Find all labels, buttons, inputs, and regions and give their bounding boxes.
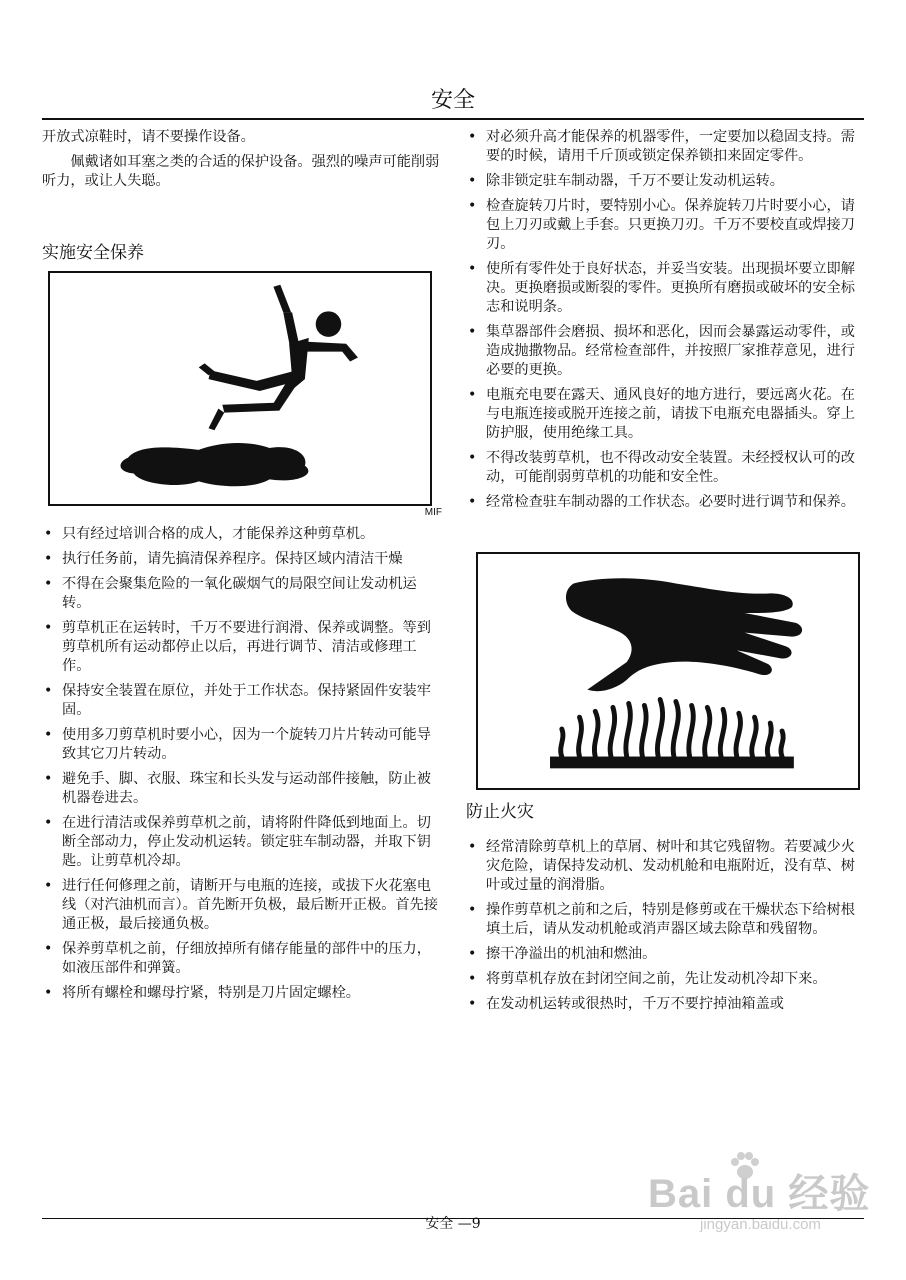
spacer xyxy=(466,824,866,838)
list-item-text: 不得改装剪草机，也不得改动安全装置。未经授权认可的改动，可能削弱剪草机的功能和安全性。 xyxy=(486,450,855,485)
bullet-mark: • xyxy=(44,683,53,699)
list-item-text: 只有经过培训合格的成人，才能保养这种剪草机。 xyxy=(62,526,375,542)
page-number: 安全 —9 xyxy=(425,1216,481,1232)
bullet-mark: • xyxy=(44,727,53,743)
section-title-fire: 防止火灾 xyxy=(466,802,534,822)
list-item xyxy=(466,260,866,317)
bullet-mark: • xyxy=(44,941,53,957)
bullet-mark: • xyxy=(44,576,53,592)
section-title-maintenance: 实施安全保养 xyxy=(42,243,144,263)
bullet-mark: • xyxy=(44,620,53,636)
bullet-mark: • xyxy=(44,815,53,831)
baidu-watermark xyxy=(640,1150,880,1260)
bullet-mark: • xyxy=(468,946,477,962)
list-item-text: 电瓶充电要在露天、通风良好的地方进行，要远离火花。在与电瓶连接或脱开连接之前，请拔下电瓶充电器插头。穿上防护服，使用绝缘工具。 xyxy=(486,387,855,441)
list-item xyxy=(42,940,442,978)
list-item-text: 使所有零件处于良好状态，并妥当安装。出现损坏要立即解决。更换磨损或断裂的零件。更换所有磨损或破坏的安全标志和说明条。 xyxy=(486,261,855,315)
fire-hazard-figure xyxy=(476,552,860,790)
spacer xyxy=(42,197,442,241)
list-item-text: 在进行清洁或保养剪草机之前，请将附件降低到地面上。切断全部动力，停止发动机运转。锁定驻车制动器，并取下钥匙。让剪草机冷却。 xyxy=(62,815,431,869)
figure-label: MIF xyxy=(424,507,442,518)
list-item xyxy=(466,386,866,443)
list-item-text: 避免手、脚、衣服、珠宝和长头发与运动部件接触，防止被机器卷进去。 xyxy=(62,771,431,806)
right-column xyxy=(466,128,866,1020)
bullet-mark: • xyxy=(44,985,53,1001)
spacer xyxy=(466,518,866,552)
list-item-text: 检查旋转刀片时，要特别小心。保养旋转刀片时要小心，请包上刀刃或戴上手套。只更换刀刃。千万不要校直或焊接刀刃。 xyxy=(486,198,855,252)
list-item xyxy=(466,323,866,380)
list-item-text: 擦干净溢出的机油和燃油。 xyxy=(486,946,657,962)
list-item xyxy=(42,814,442,871)
list-item xyxy=(42,619,442,676)
list-item-text: 进行任何修理之前，请断开与电瓶的连接，或拔下火花塞电线（对汽油机而言）。首先断开负极，最后断开正极。首先接通正极，最后接通负极。 xyxy=(62,878,438,932)
list-item xyxy=(466,449,866,487)
bullet-mark: • xyxy=(44,551,53,567)
left-column xyxy=(42,128,442,1009)
intro-paragraph: 佩戴诸如耳塞之类的合适的保护设备。强烈的噪声可能削弱听力，或让人失聪。 xyxy=(42,154,440,189)
list-item xyxy=(42,575,442,613)
bullet-mark: • xyxy=(468,494,477,510)
list-item xyxy=(42,877,442,934)
list-item xyxy=(42,984,442,1003)
list-item-text: 将所有螺栓和螺母拧紧，特别是刀片固定螺栓。 xyxy=(62,985,360,1001)
bullet-mark: • xyxy=(44,878,53,894)
list-item xyxy=(466,945,866,964)
list-item-text: 将剪草机存放在封闭空间之前，先让发动机冷却下来。 xyxy=(486,971,827,987)
spacer xyxy=(466,790,866,800)
bullet-mark: • xyxy=(468,971,477,987)
list-item xyxy=(466,838,866,895)
list-item xyxy=(466,128,866,166)
list-item xyxy=(466,197,866,254)
intro-paragraph: 开放式凉鞋时，请不要操作设备。 xyxy=(42,129,255,145)
bullet-mark: • xyxy=(468,902,477,918)
list-item xyxy=(466,493,866,512)
list-item-text: 操作剪草机之前和之后，特别是修剪或在干燥状态下给树根填土后，请从发动机舱或消声器区域去除草和残留物。 xyxy=(486,902,855,937)
list-item-text: 在发动机运转或很热时，千万不要拧掉油箱盖或 xyxy=(486,996,784,1012)
bullet-mark: • xyxy=(468,173,477,189)
list-item xyxy=(466,901,866,939)
list-item-text: 使用多刀剪草机时要小心，因为一个旋转刀片片转动可能导致其它刀片转动。 xyxy=(62,727,431,762)
list-item xyxy=(42,770,442,808)
falling-person-icon xyxy=(50,273,430,504)
bullet-mark: • xyxy=(44,526,53,542)
list-item-text: 对必须升高才能保养的机器零件，一定要加以稳固支持。需要的时候，请用千斤顶或锁定保养锁扣来固定零件。 xyxy=(486,129,855,164)
hand-over-fire-icon xyxy=(478,554,858,788)
bullet-mark: • xyxy=(468,839,477,855)
watermark-url: jingyan.baidu.com xyxy=(700,1216,821,1233)
list-item xyxy=(466,995,866,1014)
list-item-text: 集草器部件会磨损、损坏和恶化，因而会暴露运动零件，或造成抛撒物品。经常检查部件，并按照厂家推荐意见，进行必要的更换。 xyxy=(486,324,855,378)
bullet-mark: • xyxy=(468,996,477,1012)
list-item xyxy=(466,970,866,989)
list-item-text: 保养剪草机之前，仔细放掉所有储存能量的部件中的压力，如液压部件和弹簧。 xyxy=(62,941,431,976)
bullet-mark: • xyxy=(468,324,477,340)
list-item-text: 不得在会聚集危险的一氧化碳烟气的局限空间让发动机运转。 xyxy=(62,576,417,611)
bullet-mark: • xyxy=(468,198,477,214)
list-item xyxy=(42,525,442,544)
list-item-text: 经常清除剪草机上的草屑、树叶和其它残留物。若要减少火灾危险，请保持发动机、发动机舱和电瓶附近，没有草、树叶或过量的润滑脂。 xyxy=(486,839,855,893)
list-item xyxy=(42,682,442,720)
list-item-text: 经常检查驻车制动器的工作状态。必要时进行调节和保养。 xyxy=(486,494,855,510)
bullet-mark: • xyxy=(468,261,477,277)
list-item xyxy=(42,726,442,764)
list-item xyxy=(42,550,442,569)
list-item-text: 保持安全装置在原位，并处于工作状态。保持紧固件安装牢固。 xyxy=(62,683,431,718)
list-item-text: 除非锁定驻车制动器，千万不要让发动机运转。 xyxy=(486,173,784,189)
bullet-mark: • xyxy=(468,450,477,466)
list-item-text: 执行任务前，请先搞清保养程序。保持区域内清洁干燥 xyxy=(62,551,403,567)
header-rule xyxy=(42,118,864,120)
bullet-mark: • xyxy=(468,387,477,403)
list-item-text: 剪草机正在运转时，千万不要进行润滑、保养或调整。等到剪草机所有运动都停止以后，再进行调节、清洁或修理工作。 xyxy=(62,620,431,674)
bullet-mark: • xyxy=(468,129,477,145)
bullet-mark: • xyxy=(44,771,53,787)
slip-hazard-figure xyxy=(48,271,432,506)
watermark-text: Bai du 经验 xyxy=(648,1172,871,1216)
page-title: 安全 xyxy=(430,88,475,113)
list-item xyxy=(466,172,866,191)
